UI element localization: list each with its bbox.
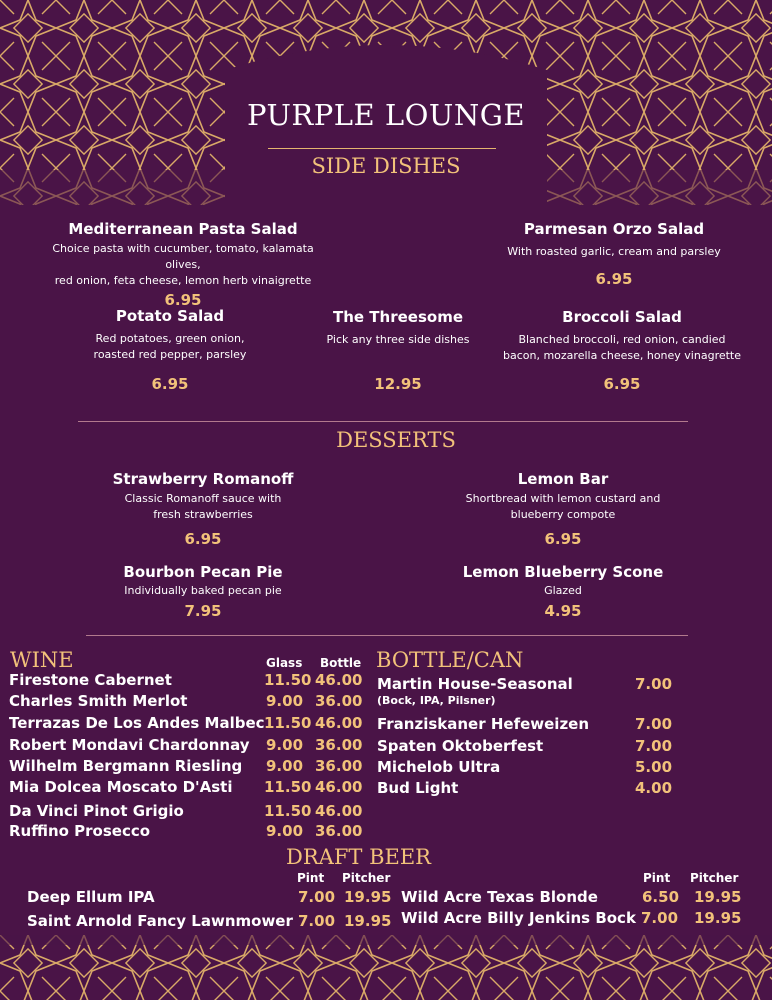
draft-list-left [27,888,397,933]
item-name: Bourbon Pecan Pie [123,563,283,581]
beer-name: Franziskaner Hefeweizen [377,715,590,733]
wine-list [9,671,369,846]
menu-item [484,220,744,288]
bottle-price: 46.00 [315,778,363,796]
item-desc: Choice pasta with cucumber, tomato, kalamata olives, [52,242,314,271]
pint-price: 7.00 [298,888,336,906]
item-name: Parmesan Orzo Salad [523,220,705,238]
bottle-price: 46.00 [315,714,363,732]
wine-name: Da Vinci Pinot Grigio [9,802,184,820]
wine-row [9,671,363,689]
menu-item [73,470,333,548]
beer-name: Michelob Ultra [377,758,501,776]
item-price: 4.95 [544,602,582,620]
bottle-price: 36.00 [315,757,363,775]
item-price: 6.95 [595,270,633,288]
wine-name: Mia Dolcea Moscato D'Asti [9,778,233,796]
beer-row [377,779,673,797]
item-price: 6.95 [151,375,189,393]
pint-price: 7.00 [641,909,679,927]
item-name: The Threesome [333,308,463,326]
item-desc: Glazed [544,584,582,597]
item-desc: Individually baked pecan pie [124,584,282,597]
wine-row [9,802,363,820]
wine-name: Charles Smith Merlot [9,692,188,710]
wine-glass-header: Glass [266,656,303,670]
draft-list-right [401,888,746,933]
item-name: Lemon Bar [517,470,609,488]
item-desc: With roasted garlic, cream and parsley [507,245,721,258]
item-price: 7.95 [184,602,222,620]
bottle-price: 36.00 [315,692,363,710]
glass-price: 9.00 [266,757,304,775]
glass-price: 11.50 [264,778,312,796]
beer-row [377,737,673,755]
item-desc: Classic Romanoff sauce with [124,492,282,505]
glass-price: 11.50 [264,802,312,820]
draft-pint-header: Pint [297,871,325,885]
beer-name: Spaten Oktoberfest [377,737,544,755]
item-name: Strawberry Romanoff [112,470,294,488]
item-desc: bacon, mozarella cheese, honey vinagrette [502,349,742,362]
side-dishes-heading: SIDE DISHES [311,154,461,178]
menu-item [33,220,333,309]
wine-row [9,736,363,754]
draft-pint-header: Pint [643,871,671,885]
item-desc: Shortbread with lemon custard and [465,492,661,505]
item-desc: blueberry compote [510,508,616,521]
bottle-price: 36.00 [315,736,363,754]
item-desc: roasted red pepper, parsley [93,348,247,361]
item-name: Potato Salad [115,307,225,325]
glass-price: 9.00 [266,692,304,710]
item-name: Lemon Blueberry Scone [462,563,664,581]
bottom-lattice-pattern [0,935,772,1000]
wine-row [9,692,363,710]
glass-price: 9.00 [266,822,304,840]
glass-price: 11.50 [264,714,312,732]
bottle-price: 36.00 [315,822,363,840]
item-price: 6.95 [164,291,202,309]
item-desc: Red potatoes, green onion, [95,332,245,345]
item-desc: Pick any three side dishes [326,333,470,346]
draft-name: Saint Arnold Fancy Lawnmower [27,912,293,930]
pint-price: 7.00 [298,912,336,930]
pitcher-price: 19.95 [694,909,742,927]
pitcher-price: 19.95 [344,912,392,930]
item-price: 6.95 [184,530,222,548]
bottle-can-heading: BOTTLE/CAN [376,648,524,672]
menu-item [60,307,280,393]
draft-name: Deep Ellum IPA [27,888,155,906]
pitcher-price: 19.95 [344,888,392,906]
draft-name: Wild Acre Texas Blonde [401,888,598,906]
draft-row [401,909,742,927]
beer-row [377,715,673,733]
title-divider [268,148,496,149]
item-price: 6.95 [544,530,582,548]
glass-price: 9.00 [266,736,304,754]
wine-row [9,757,363,775]
section-divider [78,421,688,422]
menu-item [494,308,750,393]
item-desc: red onion, feta cheese, lemon herb vinaigrette [54,274,312,287]
draft-name: Wild Acre Billy Jenkins Bock [401,909,636,927]
wine-name: Wilhelm Bergmann Riesling [9,757,243,775]
draft-pitcher-header: Pitcher [342,871,391,885]
pint-price: 6.50 [642,888,680,906]
wine-name: Firestone Cabernet [9,671,172,689]
item-name: Mediterranean Pasta Salad [68,220,298,238]
beer-row [377,758,673,776]
wine-heading: WINE [10,648,74,672]
section-divider [86,635,688,636]
wine-row [9,714,363,732]
item-desc: fresh strawberries [153,508,253,521]
menu-item [432,563,694,620]
pitcher-price: 19.95 [694,888,742,906]
wine-name: Robert Mondavi Chardonnay [9,736,250,754]
beer-price: 5.00 [635,758,673,776]
draft-row [27,888,392,906]
item-price: 12.95 [374,375,422,393]
draft-pitcher-header: Pitcher [690,871,739,885]
beer-subtitle: (Bock, IPA, Pilsner) [377,694,496,707]
wine-row [9,778,363,796]
draft-row [401,888,742,906]
desserts-heading: DESSERTS [336,428,456,452]
item-name: Broccoli Salad [562,308,682,326]
bottle-price: 46.00 [315,802,363,820]
wine-row [9,822,363,840]
wine-name: Terrazas De Los Andes Malbec [9,714,265,732]
glass-price: 11.50 [264,671,312,689]
wine-name: Ruffino Prosecco [9,822,151,840]
menu-item [432,470,694,548]
beer-name: Bud Light [377,779,459,797]
bottle-price: 46.00 [315,671,363,689]
beer-name: Martin House-Seasonal [377,675,573,693]
page-title: PURPLE LOUNGE [246,98,526,132]
draft-beer-heading: DRAFT BEER [286,845,431,869]
item-price: 6.95 [603,375,641,393]
draft-row [27,912,392,930]
beer-price: 7.00 [635,675,673,693]
menu-item [73,563,333,620]
menu-item [298,308,498,393]
wine-bottle-header: Bottle [320,656,362,670]
item-desc: Blanched broccoli, red onion, candied [518,333,726,346]
bottle-can-list [377,675,697,800]
beer-price: 7.00 [635,715,673,733]
beer-price: 4.00 [635,779,673,797]
beer-price: 7.00 [635,737,673,755]
beer-row [377,675,673,693]
